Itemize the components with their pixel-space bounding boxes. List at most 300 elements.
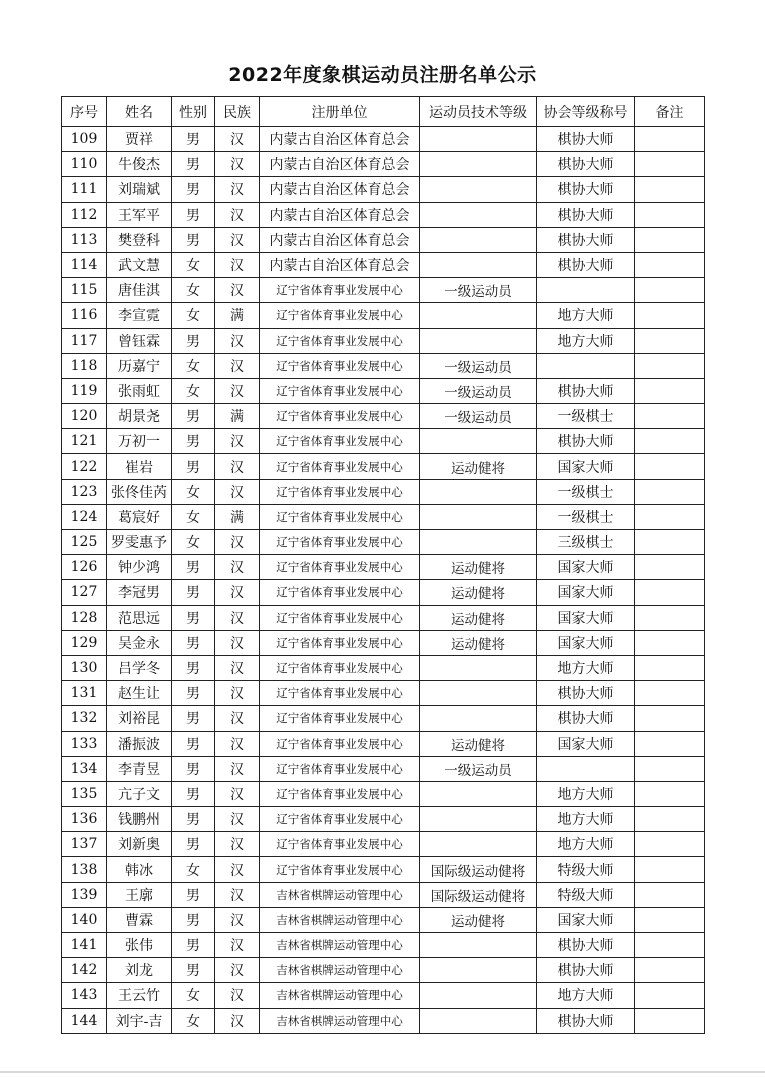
cell-unit: 辽宁省体育事业发展中心	[260, 655, 420, 680]
cell-name: 李宣霓	[107, 303, 172, 328]
table-row	[62, 479, 705, 504]
cell-unit: 辽宁省体育事业发展中心	[260, 530, 420, 555]
cell-gender: 男	[172, 555, 215, 580]
table-row	[62, 882, 705, 907]
cell-remarks	[635, 278, 705, 303]
cell-ethnicity: 汉	[215, 152, 260, 177]
cell-remarks	[635, 378, 705, 403]
cell-association-title: 棋协大师	[537, 681, 635, 706]
cell-athlete-grade	[420, 983, 537, 1008]
header-name: 姓名	[107, 97, 172, 127]
cell-association-title: 地方大师	[537, 328, 635, 353]
cell-association-title: 特级大师	[537, 882, 635, 907]
cell-index: 129	[62, 630, 107, 655]
cell-unit: 辽宁省体育事业发展中心	[260, 580, 420, 605]
cell-gender: 男	[172, 781, 215, 806]
cell-name: 韩冰	[107, 857, 172, 882]
cell-index: 143	[62, 983, 107, 1008]
table-header-row	[62, 97, 705, 127]
cell-gender: 男	[172, 731, 215, 756]
cell-ethnicity: 汉	[215, 781, 260, 806]
cell-name: 钱鹏州	[107, 807, 172, 832]
cell-name: 武文慧	[107, 252, 172, 277]
cell-index: 130	[62, 655, 107, 680]
cell-athlete-grade: 运动健将	[420, 630, 537, 655]
cell-athlete-grade: 运动健将	[420, 555, 537, 580]
cell-gender: 男	[172, 882, 215, 907]
cell-gender: 女	[172, 857, 215, 882]
cell-athlete-grade: 运动健将	[420, 907, 537, 932]
cell-remarks	[635, 303, 705, 328]
header-unit: 注册单位	[260, 97, 420, 127]
cell-gender: 女	[172, 504, 215, 529]
table-row	[62, 202, 705, 227]
cell-index: 126	[62, 555, 107, 580]
cell-association-title: 棋协大师	[537, 933, 635, 958]
cell-association-title: 棋协大师	[537, 378, 635, 403]
cell-association-title	[537, 756, 635, 781]
cell-index: 128	[62, 605, 107, 630]
cell-athlete-grade	[420, 303, 537, 328]
cell-unit: 内蒙古自治区体育总会	[260, 252, 420, 277]
cell-remarks	[635, 177, 705, 202]
cell-name: 刘新奥	[107, 832, 172, 857]
cell-index: 141	[62, 933, 107, 958]
cell-association-title: 棋协大师	[537, 227, 635, 252]
cell-athlete-grade	[420, 781, 537, 806]
cell-index: 136	[62, 807, 107, 832]
cell-unit: 辽宁省体育事业发展中心	[260, 681, 420, 706]
cell-ethnicity: 汉	[215, 630, 260, 655]
cell-ethnicity: 汉	[215, 278, 260, 303]
cell-name: 刘龙	[107, 958, 172, 983]
cell-name: 范思远	[107, 605, 172, 630]
cell-athlete-grade	[420, 429, 537, 454]
cell-unit: 辽宁省体育事业发展中心	[260, 303, 420, 328]
cell-remarks	[635, 555, 705, 580]
table-row	[62, 303, 705, 328]
cell-ethnicity: 汉	[215, 933, 260, 958]
cell-athlete-grade	[420, 655, 537, 680]
cell-ethnicity: 汉	[215, 857, 260, 882]
table-row	[62, 756, 705, 781]
cell-name: 曹霖	[107, 907, 172, 932]
cell-remarks	[635, 127, 705, 152]
cell-gender: 男	[172, 832, 215, 857]
cell-unit: 辽宁省体育事业发展中心	[260, 378, 420, 403]
cell-athlete-grade	[420, 127, 537, 152]
cell-athlete-grade: 运动健将	[420, 605, 537, 630]
cell-name: 王军平	[107, 202, 172, 227]
cell-ethnicity: 汉	[215, 479, 260, 504]
cell-gender: 男	[172, 227, 215, 252]
cell-unit: 辽宁省体育事业发展中心	[260, 404, 420, 429]
cell-name: 张伟	[107, 933, 172, 958]
cell-unit: 辽宁省体育事业发展中心	[260, 781, 420, 806]
cell-name: 胡景尧	[107, 404, 172, 429]
cell-remarks	[635, 404, 705, 429]
cell-athlete-grade	[420, 504, 537, 529]
cell-remarks	[635, 328, 705, 353]
cell-association-title: 棋协大师	[537, 706, 635, 731]
cell-unit: 辽宁省体育事业发展中心	[260, 832, 420, 857]
cell-association-title: 国家大师	[537, 454, 635, 479]
cell-gender: 男	[172, 605, 215, 630]
cell-remarks	[635, 983, 705, 1008]
cell-unit: 辽宁省体育事业发展中心	[260, 706, 420, 731]
cell-association-title: 棋协大师	[537, 152, 635, 177]
cell-ethnicity: 汉	[215, 353, 260, 378]
header-gender: 性别	[172, 97, 215, 127]
cell-ethnicity: 汉	[215, 580, 260, 605]
cell-ethnicity: 汉	[215, 1008, 260, 1033]
cell-name: 李青昱	[107, 756, 172, 781]
cell-athlete-grade	[420, 328, 537, 353]
cell-gender: 男	[172, 756, 215, 781]
cell-athlete-grade	[420, 958, 537, 983]
cell-association-title: 棋协大师	[537, 252, 635, 277]
cell-index: 121	[62, 429, 107, 454]
cell-association-title: 棋协大师	[537, 958, 635, 983]
cell-ethnicity: 汉	[215, 252, 260, 277]
page-title: 2022年度象棋运动员注册名单公示	[228, 64, 537, 86]
table-body	[62, 127, 705, 1034]
cell-unit: 辽宁省体育事业发展中心	[260, 605, 420, 630]
cell-name: 赵生让	[107, 681, 172, 706]
table-row	[62, 530, 705, 555]
cell-association-title: 地方大师	[537, 807, 635, 832]
cell-index: 109	[62, 127, 107, 152]
cell-association-title: 棋协大师	[537, 127, 635, 152]
header-index: 序号	[62, 97, 107, 127]
cell-name: 曾钰霖	[107, 328, 172, 353]
cell-remarks	[635, 807, 705, 832]
table-row	[62, 580, 705, 605]
cell-index: 112	[62, 202, 107, 227]
cell-unit: 辽宁省体育事业发展中心	[260, 857, 420, 882]
cell-athlete-grade	[420, 832, 537, 857]
cell-athlete-grade	[420, 479, 537, 504]
cell-remarks	[635, 907, 705, 932]
cell-name: 王廓	[107, 882, 172, 907]
cell-ethnicity: 汉	[215, 807, 260, 832]
cell-unit: 辽宁省体育事业发展中心	[260, 328, 420, 353]
table-row	[62, 933, 705, 958]
cell-association-title: 一级棋士	[537, 479, 635, 504]
cell-athlete-grade: 运动健将	[420, 454, 537, 479]
cell-index: 123	[62, 479, 107, 504]
cell-unit: 吉林省棋牌运动管理中心	[260, 882, 420, 907]
cell-name: 万初一	[107, 429, 172, 454]
cell-unit: 辽宁省体育事业发展中心	[260, 278, 420, 303]
cell-unit: 辽宁省体育事业发展中心	[260, 504, 420, 529]
table-row	[62, 429, 705, 454]
cell-athlete-grade: 一级运动员	[420, 756, 537, 781]
cell-athlete-grade: 国际级运动健将	[420, 882, 537, 907]
cell-unit: 吉林省棋牌运动管理中心	[260, 907, 420, 932]
cell-athlete-grade: 国际级运动健将	[420, 857, 537, 882]
cell-index: 131	[62, 681, 107, 706]
cell-index: 116	[62, 303, 107, 328]
cell-athlete-grade: 一级运动员	[420, 404, 537, 429]
cell-remarks	[635, 202, 705, 227]
cell-name: 牛俊杰	[107, 152, 172, 177]
cell-gender: 男	[172, 807, 215, 832]
table-row	[62, 958, 705, 983]
cell-unit: 吉林省棋牌运动管理中心	[260, 1008, 420, 1033]
cell-gender: 男	[172, 630, 215, 655]
cell-name: 张佟佳芮	[107, 479, 172, 504]
cell-athlete-grade	[420, 530, 537, 555]
cell-association-title: 国家大师	[537, 555, 635, 580]
cell-athlete-grade	[420, 227, 537, 252]
cell-name: 亢子文	[107, 781, 172, 806]
cell-association-title: 地方大师	[537, 832, 635, 857]
cell-remarks	[635, 530, 705, 555]
cell-gender: 男	[172, 706, 215, 731]
cell-association-title: 国家大师	[537, 731, 635, 756]
cell-index: 115	[62, 278, 107, 303]
cell-remarks	[635, 655, 705, 680]
cell-gender: 男	[172, 429, 215, 454]
cell-index: 135	[62, 781, 107, 806]
cell-ethnicity: 满	[215, 504, 260, 529]
cell-index: 140	[62, 907, 107, 932]
cell-ethnicity: 汉	[215, 958, 260, 983]
table-row	[62, 857, 705, 882]
cell-remarks	[635, 882, 705, 907]
cell-athlete-grade	[420, 933, 537, 958]
cell-index: 127	[62, 580, 107, 605]
cell-unit: 辽宁省体育事业发展中心	[260, 454, 420, 479]
cell-index: 114	[62, 252, 107, 277]
registration-table	[61, 96, 705, 1034]
cell-ethnicity: 汉	[215, 756, 260, 781]
cell-ethnicity: 汉	[215, 429, 260, 454]
cell-association-title: 地方大师	[537, 655, 635, 680]
table-row	[62, 731, 705, 756]
cell-ethnicity: 汉	[215, 706, 260, 731]
cell-association-title: 国家大师	[537, 907, 635, 932]
table-row	[62, 630, 705, 655]
cell-unit: 吉林省棋牌运动管理中心	[260, 958, 420, 983]
cell-gender: 女	[172, 1008, 215, 1033]
cell-remarks	[635, 681, 705, 706]
cell-index: 118	[62, 353, 107, 378]
table-row	[62, 127, 705, 152]
cell-name: 罗雯惠予	[107, 530, 172, 555]
cell-athlete-grade	[420, 681, 537, 706]
cell-name: 历嘉宁	[107, 353, 172, 378]
cell-ethnicity: 汉	[215, 983, 260, 1008]
cell-remarks	[635, 429, 705, 454]
cell-index: 139	[62, 882, 107, 907]
table-row	[62, 832, 705, 857]
cell-ethnicity: 满	[215, 404, 260, 429]
cell-ethnicity: 汉	[215, 227, 260, 252]
cell-remarks	[635, 756, 705, 781]
cell-ethnicity: 汉	[215, 605, 260, 630]
cell-index: 137	[62, 832, 107, 857]
cell-name: 王云竹	[107, 983, 172, 1008]
table-row	[62, 706, 705, 731]
cell-association-title: 一级棋士	[537, 504, 635, 529]
cell-name: 贾祥	[107, 127, 172, 152]
cell-association-title: 国家大师	[537, 605, 635, 630]
table-row	[62, 278, 705, 303]
cell-ethnicity: 汉	[215, 530, 260, 555]
cell-name: 李冠男	[107, 580, 172, 605]
cell-remarks	[635, 1008, 705, 1033]
cell-ethnicity: 汉	[215, 882, 260, 907]
header-association-title: 协会等级称号	[537, 97, 635, 127]
cell-gender: 男	[172, 454, 215, 479]
cell-ethnicity: 汉	[215, 378, 260, 403]
cell-association-title: 三级棋士	[537, 530, 635, 555]
cell-unit: 辽宁省体育事业发展中心	[260, 731, 420, 756]
table-row	[62, 1008, 705, 1033]
cell-association-title: 一级棋士	[537, 404, 635, 429]
cell-name: 钟少鸿	[107, 555, 172, 580]
cell-name: 葛宸好	[107, 504, 172, 529]
cell-gender: 男	[172, 681, 215, 706]
cell-remarks	[635, 227, 705, 252]
cell-gender: 男	[172, 328, 215, 353]
page-edge-divider	[0, 1071, 765, 1073]
cell-gender: 男	[172, 933, 215, 958]
table-row	[62, 353, 705, 378]
cell-unit: 辽宁省体育事业发展中心	[260, 479, 420, 504]
cell-unit: 辽宁省体育事业发展中心	[260, 353, 420, 378]
cell-gender: 女	[172, 378, 215, 403]
cell-index: 111	[62, 177, 107, 202]
cell-gender: 女	[172, 983, 215, 1008]
cell-name: 崔岩	[107, 454, 172, 479]
cell-athlete-grade: 一级运动员	[420, 378, 537, 403]
table-row	[62, 605, 705, 630]
table-row	[62, 907, 705, 932]
cell-athlete-grade: 运动健将	[420, 580, 537, 605]
cell-remarks	[635, 152, 705, 177]
cell-index: 142	[62, 958, 107, 983]
cell-association-title: 特级大师	[537, 857, 635, 882]
cell-unit: 内蒙古自治区体育总会	[260, 127, 420, 152]
cell-ethnicity: 汉	[215, 907, 260, 932]
cell-ethnicity: 汉	[215, 328, 260, 353]
cell-remarks	[635, 605, 705, 630]
cell-gender: 男	[172, 655, 215, 680]
table-row	[62, 655, 705, 680]
cell-remarks	[635, 504, 705, 529]
cell-remarks	[635, 731, 705, 756]
cell-unit: 辽宁省体育事业发展中心	[260, 807, 420, 832]
table-row	[62, 328, 705, 353]
cell-athlete-grade	[420, 706, 537, 731]
cell-name: 吕学冬	[107, 655, 172, 680]
cell-ethnicity: 汉	[215, 202, 260, 227]
cell-index: 117	[62, 328, 107, 353]
header-athlete-grade: 运动员技术等级	[420, 97, 537, 127]
cell-gender: 男	[172, 404, 215, 429]
cell-unit: 吉林省棋牌运动管理中心	[260, 983, 420, 1008]
header-ethnicity: 民族	[215, 97, 260, 127]
cell-athlete-grade: 一级运动员	[420, 278, 537, 303]
cell-index: 113	[62, 227, 107, 252]
cell-athlete-grade	[420, 152, 537, 177]
cell-index: 122	[62, 454, 107, 479]
cell-gender: 女	[172, 278, 215, 303]
table-row	[62, 807, 705, 832]
cell-gender: 男	[172, 152, 215, 177]
table-row	[62, 781, 705, 806]
cell-remarks	[635, 479, 705, 504]
table-row	[62, 378, 705, 403]
cell-unit: 辽宁省体育事业发展中心	[260, 756, 420, 781]
table-row	[62, 227, 705, 252]
cell-remarks	[635, 454, 705, 479]
cell-association-title: 棋协大师	[537, 202, 635, 227]
cell-index: 132	[62, 706, 107, 731]
cell-gender: 男	[172, 580, 215, 605]
cell-remarks	[635, 933, 705, 958]
header-remarks: 备注	[635, 97, 705, 127]
cell-athlete-grade	[420, 177, 537, 202]
cell-ethnicity: 汉	[215, 177, 260, 202]
cell-name: 刘宇-吉	[107, 1008, 172, 1033]
cell-ethnicity: 汉	[215, 832, 260, 857]
cell-remarks	[635, 958, 705, 983]
cell-association-title: 地方大师	[537, 983, 635, 1008]
cell-athlete-grade: 运动健将	[420, 731, 537, 756]
cell-association-title: 棋协大师	[537, 177, 635, 202]
cell-ethnicity: 汉	[215, 454, 260, 479]
cell-unit: 辽宁省体育事业发展中心	[260, 555, 420, 580]
table-row	[62, 404, 705, 429]
cell-remarks	[635, 832, 705, 857]
cell-gender: 女	[172, 303, 215, 328]
cell-index: 134	[62, 756, 107, 781]
cell-ethnicity: 汉	[215, 731, 260, 756]
cell-name: 刘瑞斌	[107, 177, 172, 202]
cell-gender: 女	[172, 353, 215, 378]
cell-remarks	[635, 252, 705, 277]
table-row	[62, 152, 705, 177]
cell-unit: 内蒙古自治区体育总会	[260, 177, 420, 202]
cell-gender: 男	[172, 202, 215, 227]
cell-association-title: 棋协大师	[537, 1008, 635, 1033]
cell-ethnicity: 汉	[215, 681, 260, 706]
cell-unit: 内蒙古自治区体育总会	[260, 227, 420, 252]
cell-remarks	[635, 857, 705, 882]
table-row	[62, 177, 705, 202]
cell-ethnicity: 满	[215, 303, 260, 328]
cell-remarks	[635, 580, 705, 605]
cell-gender: 女	[172, 479, 215, 504]
cell-athlete-grade	[420, 1008, 537, 1033]
cell-index: 119	[62, 378, 107, 403]
cell-name: 樊登科	[107, 227, 172, 252]
cell-athlete-grade	[420, 202, 537, 227]
cell-index: 144	[62, 1008, 107, 1033]
cell-index: 110	[62, 152, 107, 177]
cell-ethnicity: 汉	[215, 555, 260, 580]
table-row	[62, 504, 705, 529]
cell-association-title	[537, 278, 635, 303]
cell-unit: 辽宁省体育事业发展中心	[260, 429, 420, 454]
cell-name: 刘裕昆	[107, 706, 172, 731]
table-row	[62, 454, 705, 479]
cell-association-title: 地方大师	[537, 781, 635, 806]
